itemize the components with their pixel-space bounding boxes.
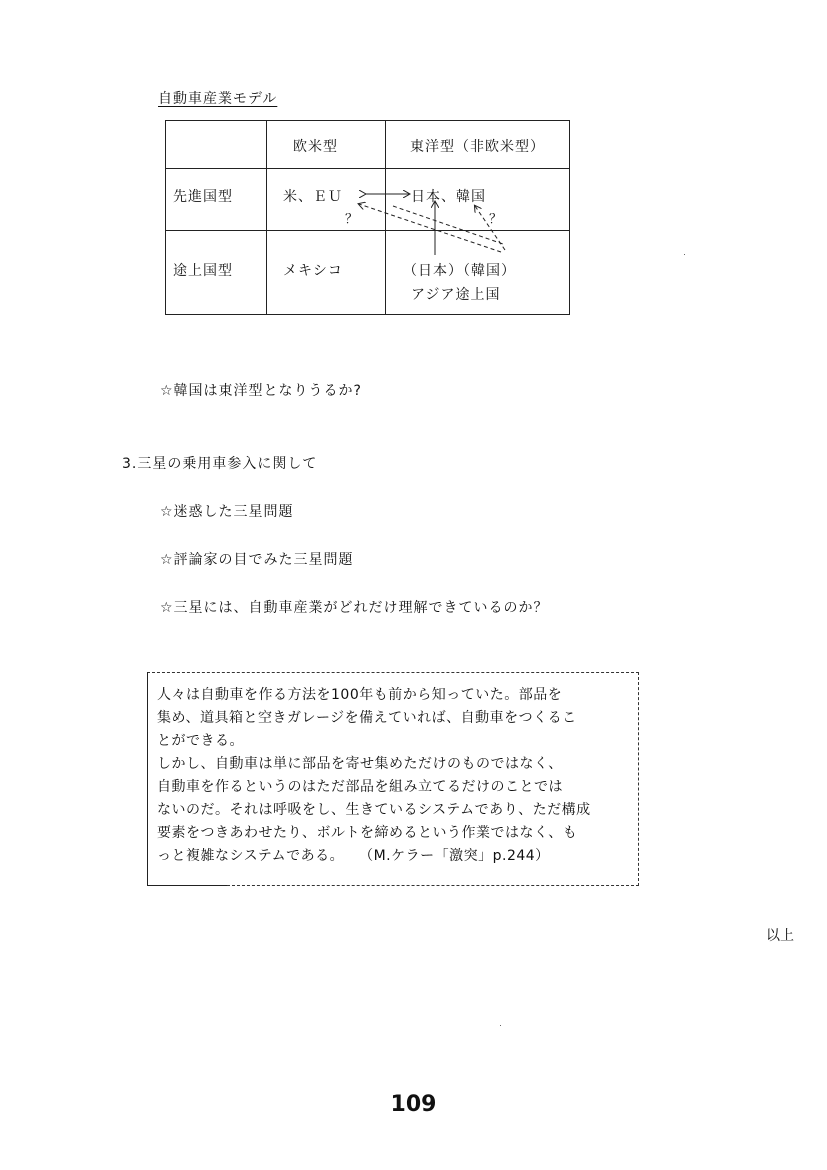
bullet-item: ☆評論家の目でみた三星問題 bbox=[160, 552, 354, 568]
quote-left-border bbox=[147, 672, 148, 886]
bullet-item: ☆三星には、自動車産業がどれだけ理解できているのか？ bbox=[160, 600, 549, 616]
cell-developing-eastern-line1: （日本）（韓国） bbox=[403, 263, 516, 279]
quote-top-border bbox=[147, 672, 639, 673]
question-korea: ☆韓国は東洋型となりうるか? bbox=[160, 383, 362, 399]
col-header-eastern: 東洋型（非欧米型） bbox=[410, 139, 545, 155]
asia-to-west-arrow bbox=[359, 204, 501, 252]
model-arrows bbox=[165, 120, 570, 315]
page-number: 109 bbox=[390, 1092, 437, 1117]
scan-speck bbox=[684, 254, 685, 255]
quote-bottom-left-border bbox=[147, 885, 227, 886]
cell-advanced-eastern: 日本、韓国 bbox=[411, 189, 486, 205]
quote-box bbox=[147, 672, 639, 886]
quote-line: 人々は自動車を作る方法を100年も前から知っていた。部品を bbox=[157, 687, 563, 703]
auto-industry-model-table bbox=[165, 120, 570, 315]
closing-mark: 以上 bbox=[766, 928, 794, 944]
question-mark-right: ？ bbox=[489, 212, 503, 227]
cell-developing-eastern-line2: アジア途上国 bbox=[411, 287, 501, 303]
quote-bottom-border bbox=[227, 885, 639, 886]
quote-line: 集め、道具箱と空きガレージを備えていれば、自動車をつくるこ bbox=[157, 710, 577, 726]
cell-advanced-western: 米、ＥＵ bbox=[283, 189, 343, 205]
quote-text bbox=[157, 684, 635, 868]
cell-developing-western: メキシコ bbox=[283, 263, 343, 279]
question-mark-left: ？ bbox=[345, 212, 359, 227]
col-header-western: 欧米型 bbox=[293, 139, 338, 155]
quote-line: 要素をつきあわせたり、ボルトを締めるという作業ではなく、も bbox=[157, 825, 578, 841]
cross-dashed-line bbox=[393, 206, 503, 244]
quote-line: ないのだ。それは呼吸をし、生きているシステムであり、ただ構成 bbox=[157, 802, 591, 818]
scan-speck bbox=[500, 1025, 501, 1026]
quote-line: とができる。 bbox=[157, 733, 244, 749]
quote-line: っと複雑なシステムである。 （M.ケラー「激突」p.244） bbox=[157, 848, 550, 864]
quote-right-border bbox=[638, 672, 639, 886]
row-header-developing: 途上国型 bbox=[173, 263, 233, 279]
row-header-advanced: 先進国型 bbox=[173, 189, 233, 205]
quote-line: しかし、自動車は単に部品を寄せ集めただけのものではなく、 bbox=[157, 756, 563, 772]
model-heading: 自動車産業モデル bbox=[158, 91, 278, 107]
bullet-item: ☆迷惑した三星問題 bbox=[160, 504, 294, 520]
quote-line: 自動車を作るというのはただ部品を組み立てるだけのことでは bbox=[157, 779, 563, 795]
section-3-title: 3.三星の乗用車参入に関して bbox=[122, 456, 318, 472]
